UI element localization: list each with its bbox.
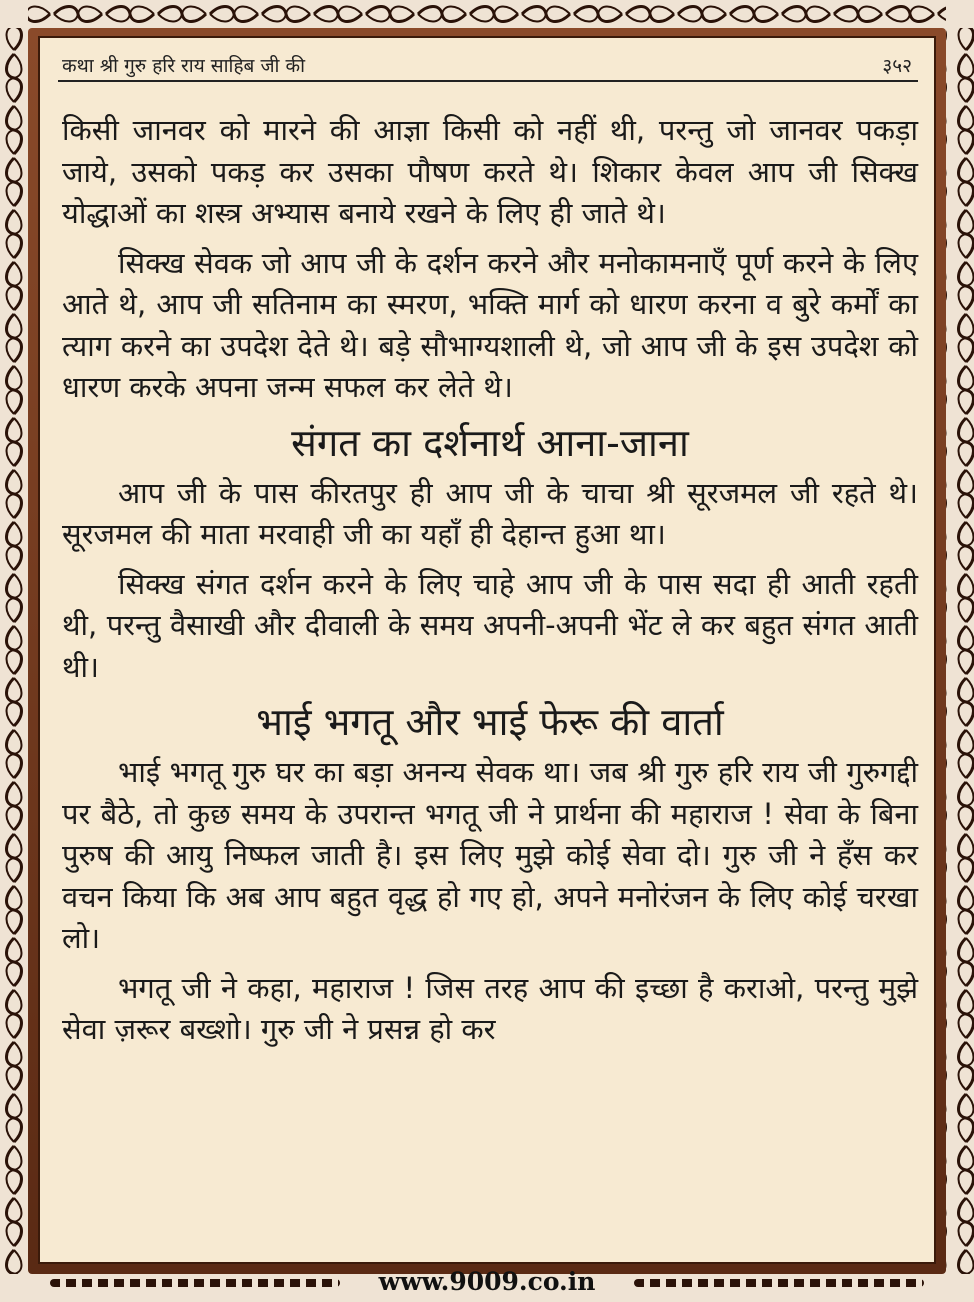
running-title: कथा श्री गुरु हरि राय साहिब जी की [62, 55, 306, 77]
paragraph-3: आप जी के पास कीरतपुर ही आप जी के चाचा श्री सूरजमल जी रहते थे। सूरजमल की माता मरवाही जी का यहाँ ही देहान्त हुआ था। [62, 475, 918, 551]
paragraph-2: सिक्ख सेवक जो आप जी के दर्शन करने और मनोकामनाएँ पूर्ण करने के लिए आते थे, आप जी सतिनाम का स्मरण, भक्ति मार्ग को धारण करना व बुरे कर्मों का त्याग करने का उपदेश देते थे। बड़े सौभाग्यशाली थे, जो आप जी के इस उपदेश को धारण करके अपना जन्म सफल कर लेते थे। [62, 245, 918, 404]
page-header [58, 50, 918, 82]
page-number: ३५२ [882, 55, 912, 77]
paragraph-4: सिक्ख संगत दर्शन करने के लिए चाहे आप जी के पास सदा ही आती रहती थी, परन्तु वैसाखी और दीवाली के समय अपनी-अपनी भेंट ले कर बहुत संगत आती थी। [62, 566, 918, 684]
book-page [38, 36, 936, 1264]
paragraph-6: भगतू जी ने कहा, महाराज ! जिस तरह आप की इच्छा है कराओ, परन्तु मुझे सेवा ज़रूर बख्शो। गुरु जी ने प्रसन्न हो कर [62, 970, 918, 1046]
paragraph-1: किसी जानवर को मारने की आज्ञा किसी को नहीं थी, परन्तु जो जानवर पकड़ा जाये, उसको पकड़ कर उसका पौषण करते थे। शिकार केवल आप जी सिक्ख योद्धाओं का शस्त्र अभ्यास बनाये रखने के लिए ही जाते थे। [62, 113, 918, 230]
footer [0, 1264, 974, 1302]
section-heading-2: भाई भगतू और भाई फेरू की वार्ता [256, 700, 724, 744]
paragraph-5: भाई भगतू गुरु घर का बड़ा अनन्य सेवक था। जब श्री गुरु हरि राय जी गुरुगद्दी पर बैठे, तो कुछ समय के उपरान्त भगतू जी ने प्रार्थना की महाराज ! सेवा के बिना पुरुष की आयु निष्फल जाती है। इस लिए मुझे कोई सेवा दो। गुरु जी ने हँस कर वचन किया कि अब आप बहुत वृद्ध हो गए हो, अपने मनोरंजन के लिए कोई चरखा लो। [62, 755, 918, 955]
section-heading-1: संगत का दर्शनार्थ आना-जाना [291, 420, 689, 465]
website-link[interactable]: www.9009.co.in [378, 1267, 596, 1296]
page-body [62, 110, 918, 1059]
footer-ornament-right [634, 1279, 924, 1287]
